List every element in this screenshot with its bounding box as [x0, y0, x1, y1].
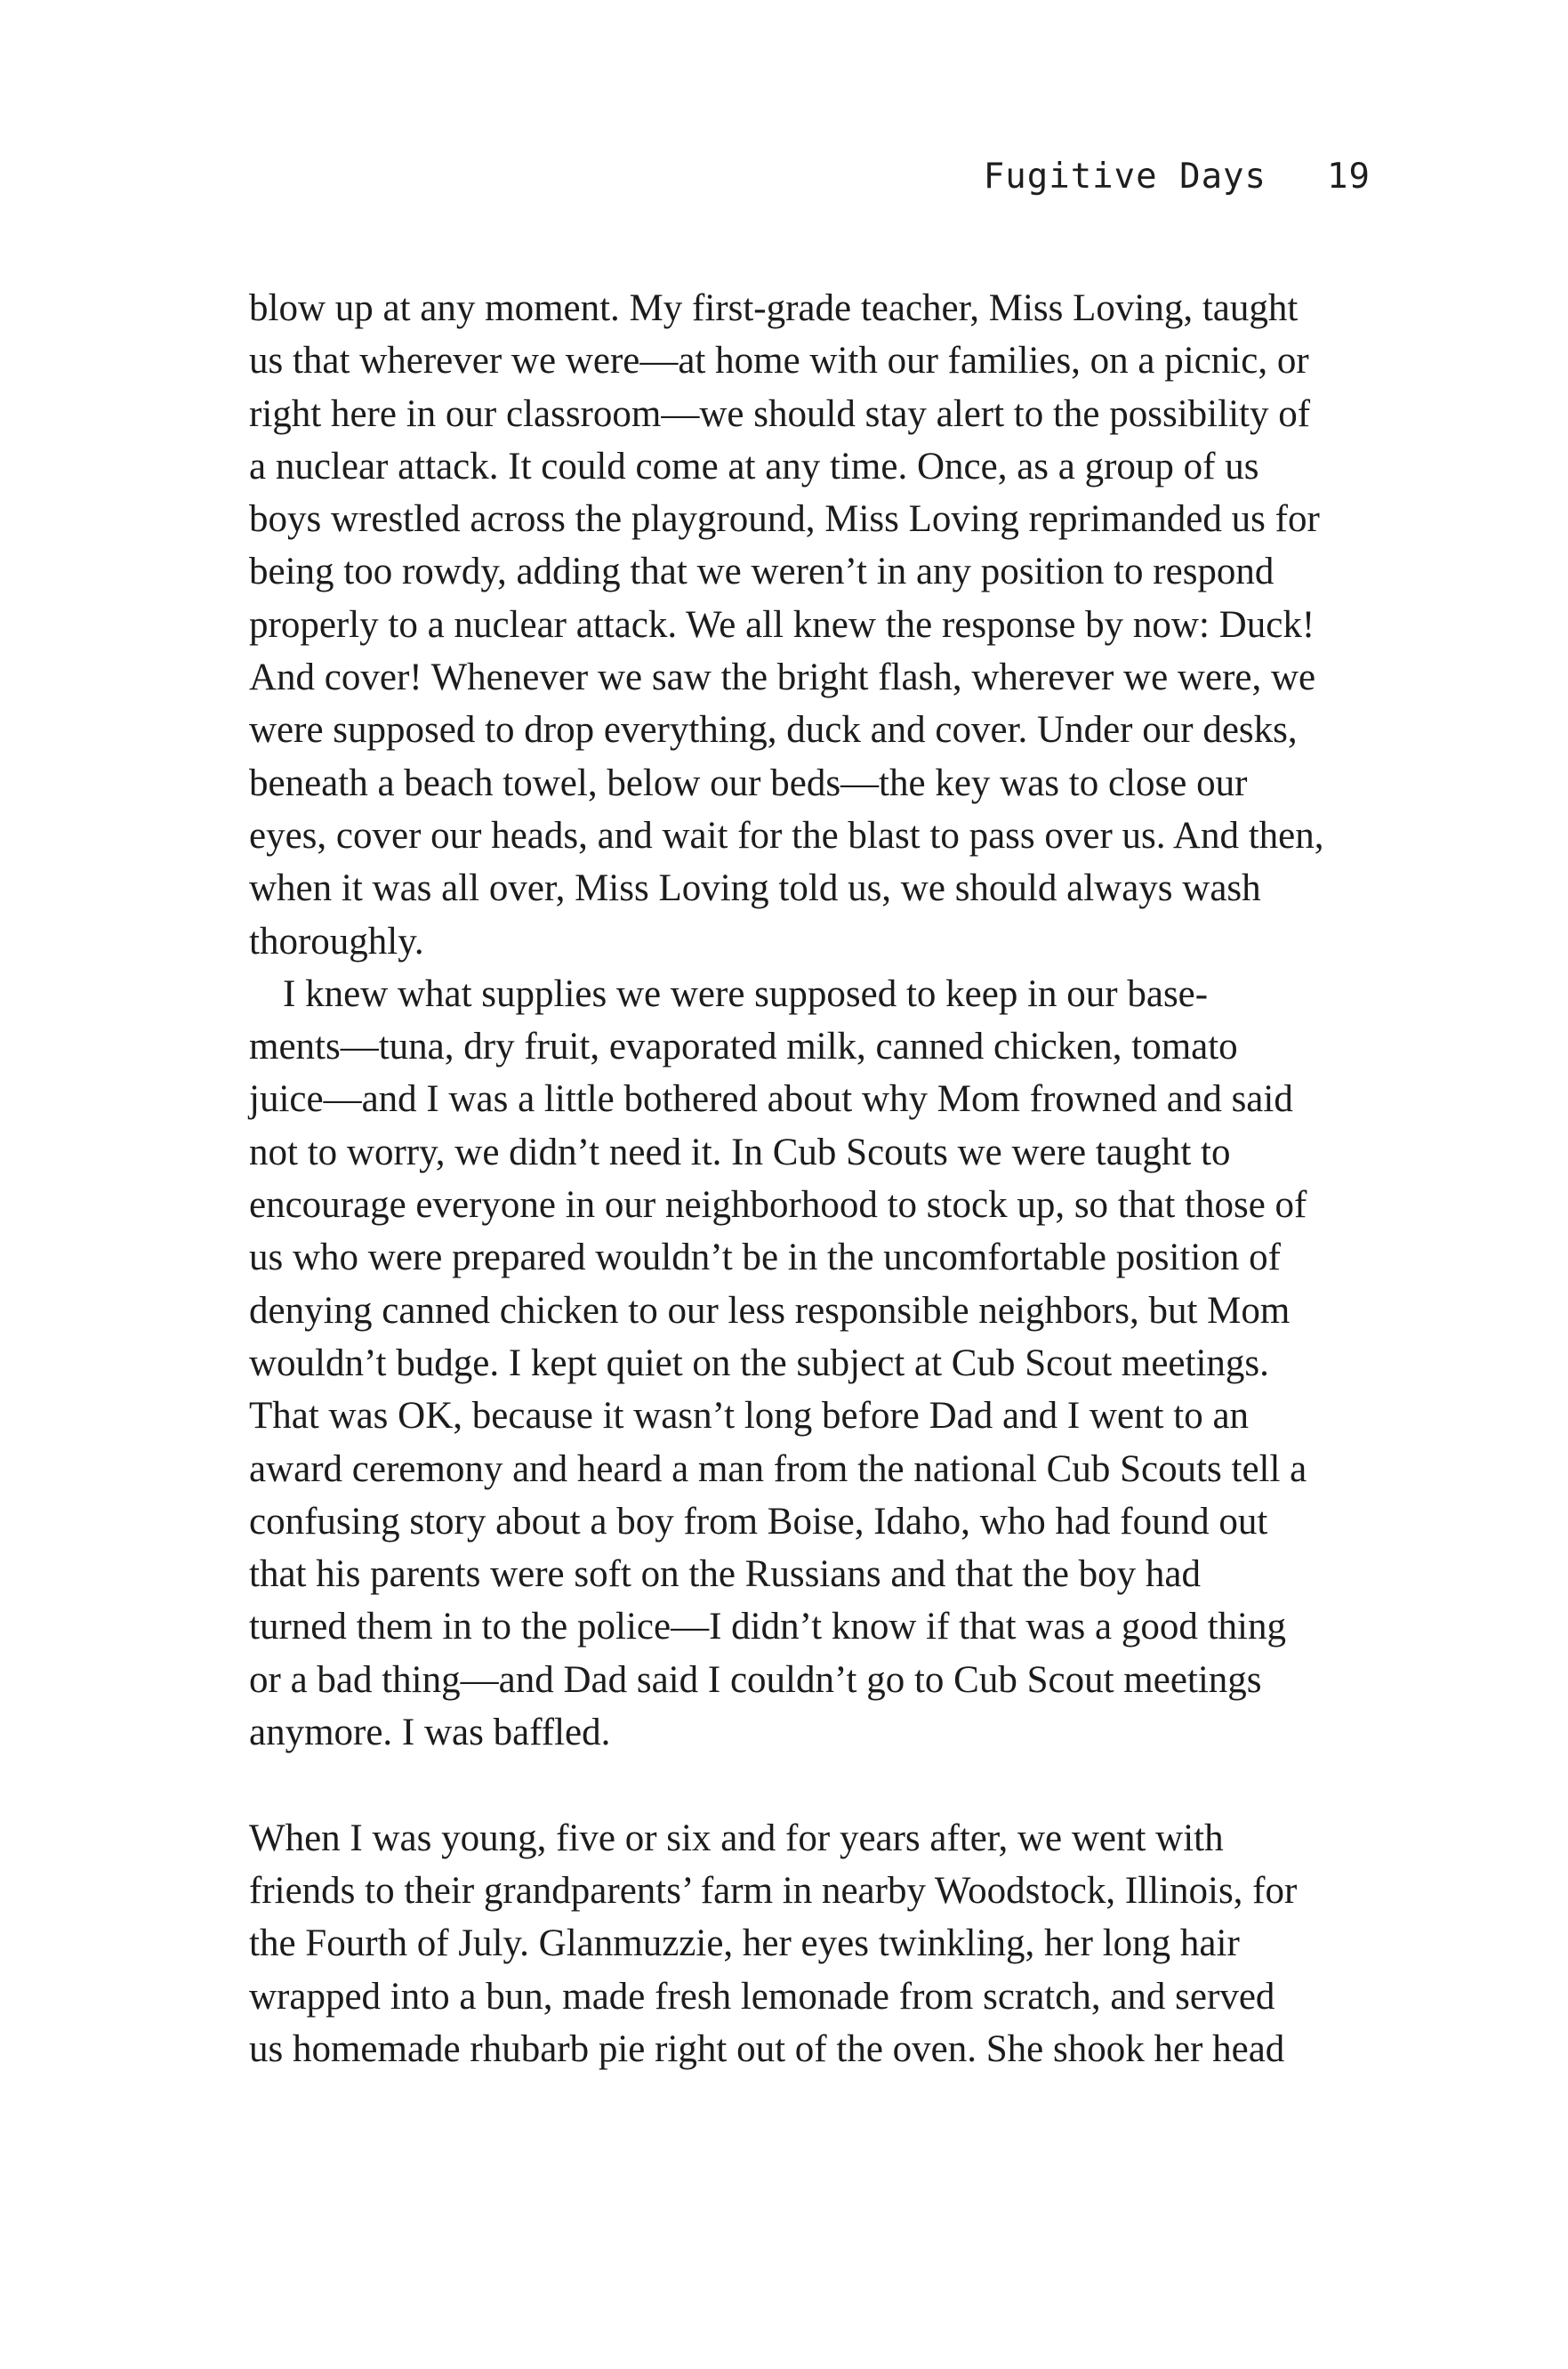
text-line: beneath a beach towel, below our beds—the key was to close our — [249, 761, 1248, 804]
text-line: properly to a nuclear attack. We all knew the response by now: Duck! — [249, 603, 1315, 646]
text-line: when it was all over, Miss Loving told us, we should always wash — [249, 867, 1261, 910]
text-line: wrapped into a bun, made fresh lemonade from scratch, and served — [249, 1975, 1275, 2018]
text-line: us that wherever we were—at home with our families, on a picnic, or — [249, 340, 1309, 383]
text-line: us who were prepared wouldn’t be in the uncomfortable position of — [249, 1237, 1281, 1279]
text-line: I knew what supplies we were supposed to keep in our base- — [283, 972, 1209, 1015]
text-line: And cover! Whenever we saw the bright flash, wherever we were, we — [249, 657, 1316, 699]
text-line: boys wrestled across the playground, Miss Loving reprimanded us for — [249, 498, 1320, 541]
text-line: wouldn’t budge. I kept quiet on the subject at Cub Scout meetings. — [249, 1342, 1269, 1384]
running-head-title: Fugitive Days — [983, 157, 1267, 197]
text-line: When I was young, five or six and for years after, we went with — [249, 1817, 1224, 1859]
text-line: award ceremony and heard a man from the national Cub Scouts tell a — [249, 1447, 1307, 1490]
text-line: thoroughly. — [249, 920, 424, 963]
text-line: a nuclear attack. It could come at any time. Once, as a group of us — [249, 445, 1259, 487]
text-line: that his parents were soft on the Russians and that the boy had — [249, 1553, 1202, 1596]
page-number: 19 — [1327, 157, 1371, 197]
text-line: eyes, cover our heads, and wait for the blast to pass over us. And then, — [249, 814, 1324, 857]
text-line: ments—tuna, dry fruit, evaporated milk, canned chicken, tomato — [249, 1026, 1238, 1068]
text-line: the Fourth of July. Glanmuzzie, her eyes twinkling, her long hair — [249, 1922, 1240, 1965]
text-line: being too rowdy, adding that we weren’t in any position to respond — [249, 551, 1275, 593]
text-line: denying canned chicken to our less responsible neighbors, but Mom — [249, 1289, 1291, 1332]
text-line: turned them in to the police—I didn’t know if that was a good thing — [249, 1606, 1286, 1648]
text-line: juice—and I was a little bothered about why Mom frowned and said — [249, 1078, 1293, 1121]
text-line: encourage everyone in our neighborhood to stock up, so that those of — [249, 1184, 1307, 1227]
paragraph-1 — [249, 282, 1405, 968]
text-line: or a bad thing—and Dad said I couldn’t go to Cub Scout meetings — [249, 1658, 1262, 1701]
text-line: anymore. I was baffled. — [249, 1712, 611, 1754]
text-line: were supposed to drop everything, duck and cover. Under our desks, — [249, 709, 1298, 752]
text-line: blow up at any moment. My first-grade teacher, Miss Loving, taught — [249, 287, 1299, 329]
paragraph-3 — [249, 1812, 1405, 2075]
body-text — [249, 282, 1405, 2075]
section-break — [249, 1759, 1405, 1811]
text-line: us homemade rhubarb pie right out of the oven. She shook her head — [249, 2027, 1285, 2070]
running-head — [984, 157, 1371, 201]
text-line: confusing story about a boy from Boise, Idaho, who had found out — [249, 1500, 1268, 1543]
text-line: not to worry, we didn’t need it. In Cub Scouts we were taught to — [249, 1131, 1231, 1173]
text-line: right here in our classroom—we should stay alert to the possibility of — [249, 392, 1311, 435]
text-line: friends to their grandparents’ farm in nearby Woodstock, Illinois, for — [249, 1869, 1298, 1912]
text-line: That was OK, because it wasn’t long before Dad and I went to an — [249, 1395, 1250, 1438]
paragraph-2 — [249, 968, 1405, 1759]
